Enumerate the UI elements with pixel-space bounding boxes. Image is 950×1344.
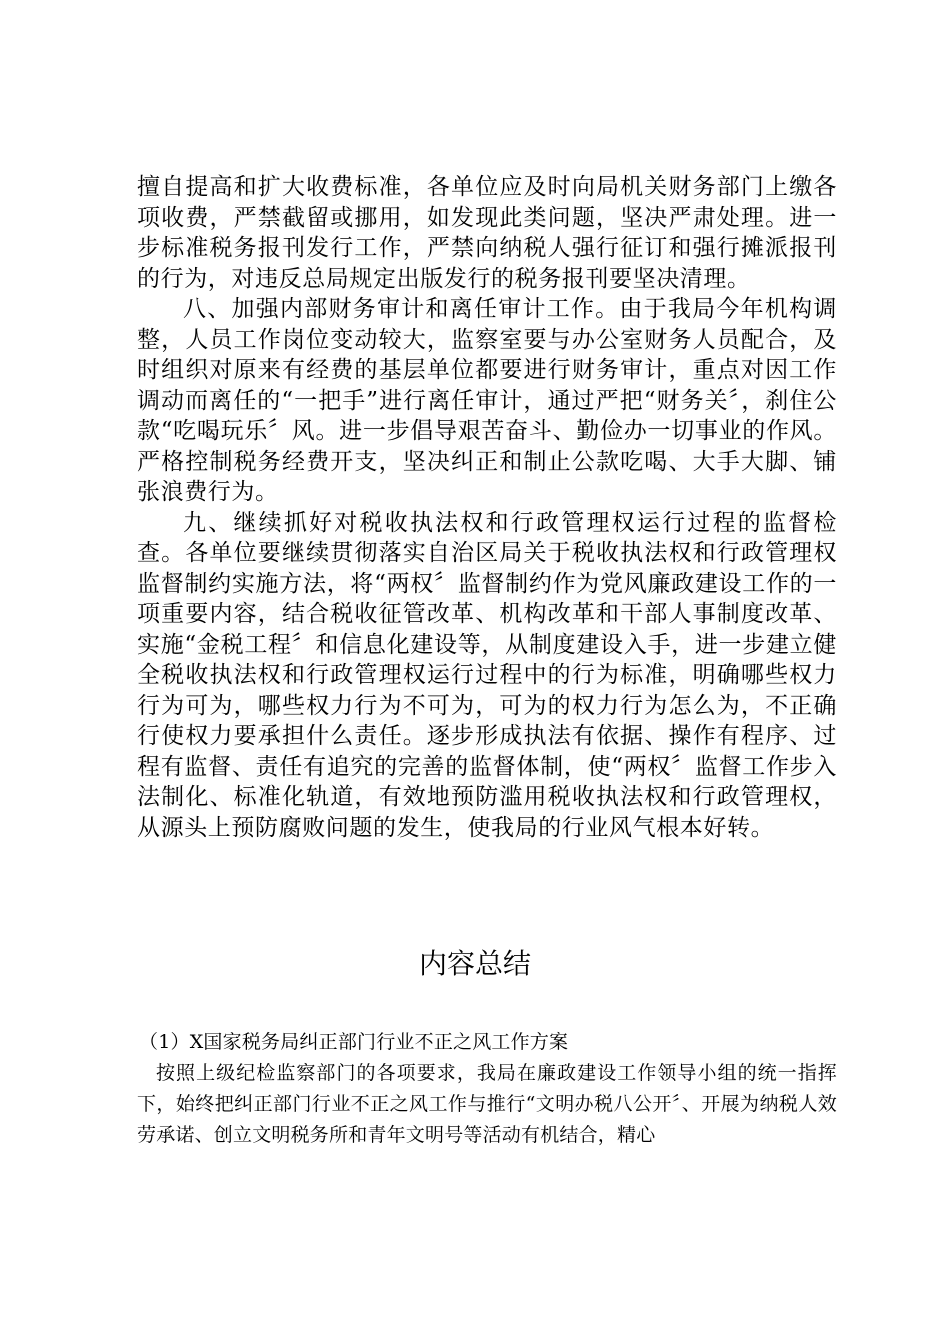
paragraph-section-nine: 九、继续抓好对税收执法权和行政管理权运行过程的监督检查。各单位要继续贯彻落实自治区局关于税收执法权和行政管理权监督制约实施方法，将“两权〞监督制约作为党风廉政建设工作的一项重要内容，结合税收征管改革、机构改革和干部人事制度改革、实施“金税工程〞和信息化建设等，从制度建设入手，进一步建立健全税收执法权和行政管理权运行过程中的行为标准，明确哪些权力行为可为，哪些权力行为不可为，可为的权力行为怎么为，不正确行使权力要承担什么责任。逐步形成执法有依据、操作有程序、过程有监督、责任有追究的完善的监督体制，使“两权〞监督工作步入法制化、标准化轨道，有效地预防滥用税收执法权和行政管理权，从源头上预防腐败问题的发生，使我局的行业风气根本好转。 — [137, 509, 837, 841]
summary-heading: 内容总结 — [418, 947, 531, 980]
paragraph-continuation: 擅自提高和扩大收费标准，各单位应及时向局机关财务部门上缴各项收费，严禁截留或挪用，如发现此类问题，坚决严肃处理。进一步标准税务报刊发行工作，严禁向纳税人强行征订和强行摊派报刊的行为，对违反总局规定出版发行的税务报刊要坚决清理。 — [137, 174, 837, 292]
document-body — [137, 172, 837, 843]
paragraph-section-eight: 八、加强内部财务审计和离任审计工作。由于我局今年机构调整，人员工作岗位变动较大，监察室要与办公室财务人员配合，及时组织对原来有经费的基层单位都要进行财务审计，重点对因工作调动而离任的“一把手”进行离任审计，通过严把“财务关〞，刹住公款“吃喝玩乐〞风。进一步倡导艰苦奋斗、勤俭办一切事业的作风。严格控制税务经费开支，坚决纠正和制止公款吃喝、大手大脚、铺张浪费行为。 — [137, 296, 837, 505]
summary-section — [137, 1027, 837, 1151]
summary-item-body: 按照上级纪检监察部门的各项要求，我局在廉政建设工作领导小组的统一指挥下，始终把纠正部门行业不正之风工作与推行“文明办税八公开〞、开展为纳税人效劳承诺、创立文明税务所和青年文明号等活动有机结合，精心 — [137, 1062, 837, 1146]
summary-item-title: （1）X国家税务局纠正部门行业不正之风工作方案 — [139, 1031, 569, 1053]
